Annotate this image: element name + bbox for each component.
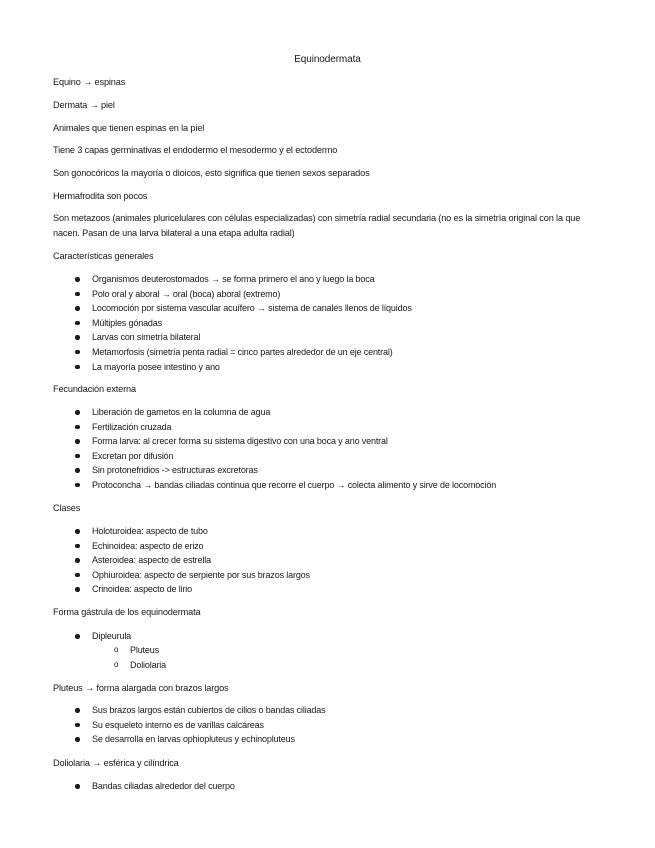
paragraph-dermata: Dermata → piel bbox=[53, 100, 115, 110]
list-item: Polo oral y aboral → oral (boca) aboral (extremo) bbox=[74, 287, 412, 302]
list-item: Dipleurula bbox=[74, 629, 131, 644]
paragraph-capas: Tiene 3 capas germinativas el endodermo el mesodermo y el ectodermo bbox=[53, 145, 338, 155]
list-item: Bandas ciliadas alrededor del cuerpo bbox=[74, 779, 235, 794]
list-item: Crinoidea: aspecto de lirio bbox=[74, 582, 310, 597]
list-item: Organismos deuterostomados → se forma primero el ano y luego la boca bbox=[74, 272, 412, 287]
paragraph-animales: Animales que tienen espinas en la piel bbox=[53, 123, 205, 133]
list-forma-gastrula bbox=[74, 629, 131, 644]
list-clases bbox=[74, 524, 310, 597]
heading-forma-gastrula: Forma gástrula de los equinodermata bbox=[53, 607, 201, 617]
list-doliolaria bbox=[74, 779, 235, 794]
heading-pluteus: Pluteus → forma alargada con brazos largos bbox=[53, 683, 229, 693]
list-item: Echinoidea: aspecto de erizo bbox=[74, 539, 310, 554]
paragraph-equino: Equino → espinas bbox=[53, 77, 126, 87]
heading-doliolaria: Doliolaria → esférica y cilíndrica bbox=[53, 758, 179, 768]
list-item: La mayoría posee intestino y ano bbox=[74, 360, 412, 375]
sublist-item: o Pluteus bbox=[114, 643, 166, 658]
list-item: Su esqueleto interno es de varillas calcáreas bbox=[74, 718, 326, 733]
heading-fecundacion: Fecundación externa bbox=[53, 384, 136, 394]
list-item: Larvas con simetría bilateral bbox=[74, 330, 412, 345]
list-item: Liberación de gametos en la columna de agua bbox=[74, 405, 496, 420]
list-item: Múltiples gónadas bbox=[74, 316, 412, 331]
list-item: Asteroidea: aspecto de estrella bbox=[74, 553, 310, 568]
list-item: Metamorfosis (simetría penta radial = cinco partes alrededor de un eje central) bbox=[74, 345, 412, 360]
list-item: Fertilización cruzada bbox=[74, 420, 496, 435]
list-pluteus bbox=[74, 703, 326, 747]
list-item: Sin protonefridios -> estructuras excretoras bbox=[74, 463, 496, 478]
sublist-forma-gastrula bbox=[114, 643, 166, 672]
paragraph-hermafrodita: Hermafrodita son pocos bbox=[53, 191, 148, 201]
list-caracteristicas bbox=[74, 272, 412, 374]
heading-clases: Clases bbox=[53, 503, 81, 513]
page-title: Equinodermata bbox=[294, 54, 361, 65]
heading-caracteristicas: Características generales bbox=[53, 251, 154, 261]
list-item: Excretan por difusión bbox=[74, 449, 496, 464]
paragraph-metazoos: Son metazoos (animales pluricelulares con células especializadas) con simetría radial secundaria (no es la simetría original con la que nacen. Pasan de una larva bilateral a una etapa adulta radial) bbox=[53, 213, 581, 238]
paragraph-gonocoricos: Son gonocóricos la mayoría o dioicos, esto significa que tienen sexos separados bbox=[53, 168, 370, 178]
list-item: Ophiuroidea: aspecto de serpiente por sus brazos largos bbox=[74, 568, 310, 583]
list-fecundacion bbox=[74, 405, 496, 493]
sublist-item: o Doliolaria bbox=[114, 658, 166, 673]
list-item: Sus brazos largos están cubiertos de cilios o bandas ciliadas bbox=[74, 703, 326, 718]
list-item: Locomoción por sistema vascular acuífero → sistema de canales llenos de líquidos bbox=[74, 301, 412, 316]
list-item: Protoconcha → bandas ciliadas continua que recorre el cuerpo → colecta alimento y sirve de locomoción bbox=[74, 478, 496, 493]
list-item: Se desarrolla en larvas ophiopluteus y echinopluteus bbox=[74, 732, 326, 747]
list-item: Holoturoidea: aspecto de tubo bbox=[74, 524, 310, 539]
list-item: Forma larva: al crecer forma su sistema digestivo con una boca y ano ventral bbox=[74, 434, 496, 449]
